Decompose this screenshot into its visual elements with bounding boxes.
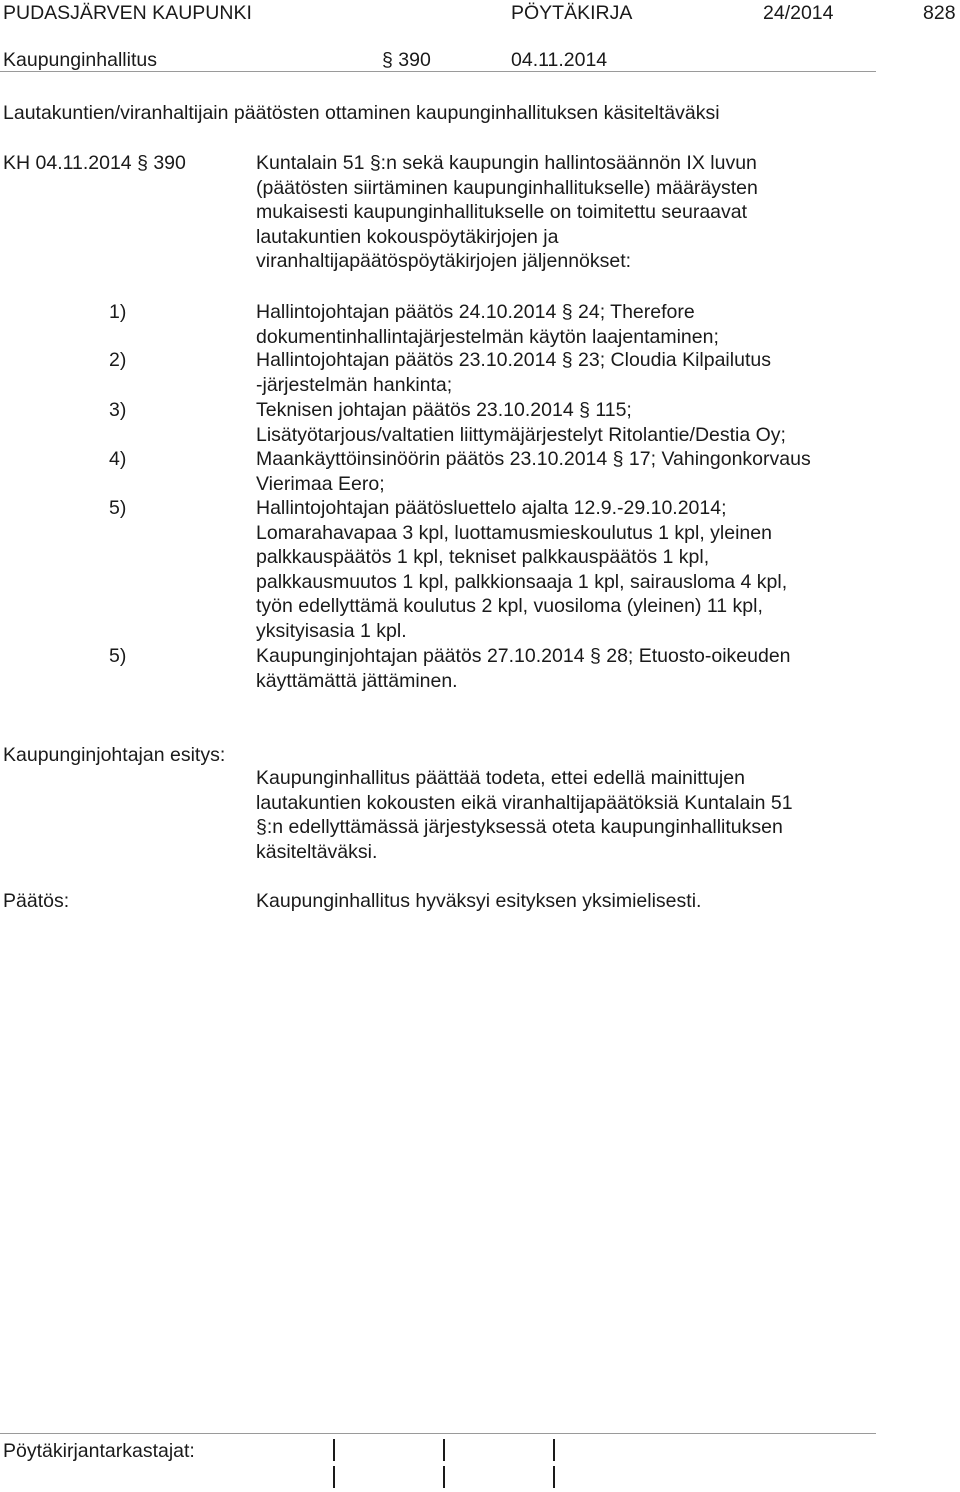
list-item-number: 5) <box>109 497 127 519</box>
list-item-line: yksityisasia 1 kpl. <box>256 619 407 642</box>
document-number: 24/2014 <box>763 2 834 24</box>
meeting-date: 04.11.2014 <box>511 49 608 71</box>
list-item-line: palkkauspäätös 1 kpl, tekniset palkkauspäätös 1 kpl, <box>256 546 710 568</box>
proposal-line: Kaupunginhallitus päättää todeta, ettei edellä mainittujen <box>256 767 745 789</box>
intro-line: lautakuntien kokouspöytäkirjojen ja <box>256 225 559 248</box>
signature-field <box>333 1439 335 1461</box>
list-item-line: Vierimaa Eero; <box>256 472 385 495</box>
page-number: 828 <box>923 2 956 24</box>
list-item-line: Hallintojohtajan päätösluettelo ajalta 12.9.-29.10.2014; <box>256 497 727 519</box>
decision-text: Kaupunginhallitus hyväksyi esityksen yksimielisesti. <box>256 890 702 912</box>
intro-line: (päätösten siirtäminen kaupunginhallitukselle) määräysten <box>256 176 758 199</box>
intro-line: mukaisesti kaupunginhallitukselle on toimitettu seuraavat <box>256 201 748 223</box>
signature-field <box>553 1466 555 1488</box>
list-item-number: 3) <box>109 399 127 421</box>
list-item-number: 2) <box>109 349 127 371</box>
proposal-line: käsiteltäväksi. <box>256 840 378 863</box>
list-item-line: dokumentinhallintajärjestelmän käytön laajentaminen; <box>256 325 719 348</box>
proposal-label: Kaupunginjohtajan esitys: <box>3 744 226 766</box>
municipality-name: PUDASJÄRVEN KAUPUNKI <box>3 2 252 24</box>
list-item-line: Lomarahavapaa 3 kpl, luottamusmieskoulutus 1 kpl, yleinen <box>256 521 772 544</box>
list-item-line: käyttämättä jättäminen. <box>256 669 458 692</box>
page-title: Lautakuntien/viranhaltijain päätösten ottaminen kaupunginhallituksen käsiteltäväksi <box>3 102 720 124</box>
intro-line: Kuntalain 51 §:n sekä kaupungin hallintosäännön IX luvun <box>256 152 757 174</box>
list-item-number: 4) <box>109 448 127 470</box>
list-item-line: Lisätyötarjous/valtatien liittymäjärjestelyt Ritolantie/Destia Oy; <box>256 423 786 446</box>
list-item-line: Maankäyttöinsinöörin päätös 23.10.2014 § 17; Vahingonkorvaus <box>256 448 811 470</box>
body-name: Kaupunginhallitus <box>3 49 157 71</box>
reviewers-label: Pöytäkirjantarkastajat: <box>3 1440 195 1462</box>
section-value: 390 <box>398 49 431 71</box>
section-number: § 390 <box>382 49 431 71</box>
document-type: PÖYTÄKIRJA <box>511 2 633 24</box>
list-item-line: palkkausmuutos 1 kpl, palkkionsaaja 1 kpl, sairausloma 4 kpl, <box>256 570 788 593</box>
header-divider <box>0 71 876 72</box>
signature-field <box>443 1466 445 1488</box>
intro-text <box>256 151 758 274</box>
proposal-text <box>256 766 793 864</box>
intro-line: viranhaltijapäätöspöytäkirjojen jäljennökset: <box>256 250 632 272</box>
meeting-reference: KH 04.11.2014 § 390 <box>3 152 186 174</box>
signature-field <box>333 1466 335 1488</box>
list-item-number: 5) <box>109 645 127 667</box>
list-item-number: 1) <box>109 301 127 323</box>
proposal-line: lautakuntien kokousten eikä viranhaltijapäätöksiä Kuntalain 51 <box>256 791 793 814</box>
signature-field <box>553 1439 555 1461</box>
list-item-line: Teknisen johtajan päätös 23.10.2014 § 115; <box>256 399 632 421</box>
proposal-line: §:n edellyttämässä järjestyksessä oteta kaupunginhallituksen <box>256 816 783 838</box>
list-item-line: Hallintojohtajan päätös 24.10.2014 § 24; Therefore <box>256 301 695 323</box>
list-item-line: Kaupunginjohtajan päätös 27.10.2014 § 28; Etuosto-oikeuden <box>256 645 791 667</box>
decision-label: Päätös: <box>3 890 70 912</box>
footer-divider <box>0 1433 876 1434</box>
list-item-line: Hallintojohtajan päätös 23.10.2014 § 23; Cloudia Kilpailutus <box>256 349 771 371</box>
list-item-line: -järjestelmän hankinta; <box>256 373 453 396</box>
list-item-line: työn edellyttämä koulutus 2 kpl, vuosiloma (yleinen) 11 kpl, <box>256 595 763 617</box>
signature-field <box>443 1439 445 1461</box>
